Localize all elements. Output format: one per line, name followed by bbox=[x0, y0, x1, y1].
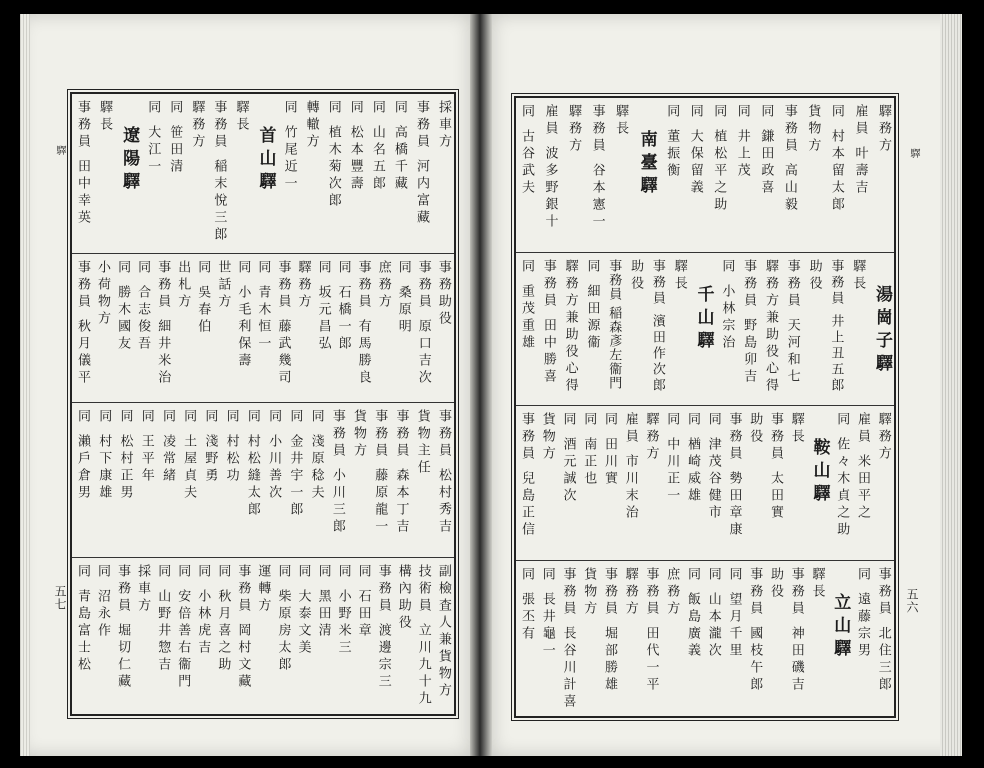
roster-entry: 事務員 渡邊宗三 bbox=[375, 564, 391, 692]
roster-entry: 驛長 bbox=[850, 259, 866, 293]
roster-entry: 事務員 堀切仁藏 bbox=[115, 564, 131, 692]
roster-entry: 出札方 bbox=[175, 260, 191, 311]
roster-entry: 同 青島富士松 bbox=[75, 564, 90, 675]
roster-entry: 同 大泰文美 bbox=[295, 564, 311, 658]
roster-entry: 同 小野米三 bbox=[335, 564, 351, 658]
roster-entry: 貨物方 bbox=[539, 412, 555, 463]
roster-entry: 同 黑田清 bbox=[315, 564, 331, 641]
right-band-4 bbox=[516, 560, 894, 717]
roster-entry: 事務員 兒島正信 bbox=[519, 412, 534, 540]
roster-entry: 驛務方 bbox=[566, 104, 582, 155]
roster-entry: 同 村松縫太郎 bbox=[244, 409, 260, 520]
roster-entry: 同 凌常緒 bbox=[159, 409, 175, 486]
roster-entry: 事務員 田代一平 bbox=[643, 567, 659, 695]
roster-entry: 驛長 bbox=[671, 259, 687, 293]
roster-entry: 事務員 森本丁吉 bbox=[393, 409, 409, 537]
roster-entry: 驛務方 bbox=[875, 104, 891, 155]
roster-entry: 事務員 野島卯吉 bbox=[741, 259, 757, 387]
roster-entry: 同 松村正男 bbox=[117, 409, 133, 503]
roster-entry: 同 細田源衞 bbox=[584, 259, 600, 353]
roster-entry: 驛務方 bbox=[295, 260, 311, 311]
roster-entry: 同 植木菊次郎 bbox=[325, 100, 341, 211]
roster-entry: 轉轍方 bbox=[303, 100, 319, 151]
roster-entry: 同 秋月喜之助 bbox=[215, 564, 231, 675]
roster-entry: 事務員 河内富藏 bbox=[413, 100, 429, 228]
station-heading: 遼陽驛 bbox=[119, 126, 140, 195]
roster-entry: 驛長 bbox=[809, 567, 825, 601]
roster-entry: 驛務方 bbox=[643, 412, 659, 463]
roster-entry: 助役 bbox=[806, 259, 822, 293]
right-band-1 bbox=[516, 98, 894, 251]
roster-entry: 同 重茂重雄 bbox=[519, 259, 534, 353]
roster-entry: 貨物主任 bbox=[414, 409, 430, 477]
roster-entry: 驛務方 bbox=[875, 412, 891, 463]
roster-entry: 同 安倍善右衞門 bbox=[175, 564, 191, 692]
roster-entry: 構內助役 bbox=[395, 564, 411, 632]
roster-entry: 同 酒元誠次 bbox=[560, 412, 576, 506]
roster-entry: 同 張丕有 bbox=[519, 567, 534, 644]
roster-entry: 事務員 長谷川計喜 bbox=[560, 567, 576, 712]
roster-entry: 同 望月千里 bbox=[726, 567, 742, 661]
binding-gutter-right bbox=[480, 14, 492, 756]
roster-entry: 事務員 原口吉次 bbox=[415, 260, 431, 388]
roster-entry: 庶務方 bbox=[664, 567, 680, 618]
roster-entry: 同 村松功 bbox=[223, 409, 239, 486]
left-band-3 bbox=[72, 402, 454, 557]
station-heading: 鞍山驛 bbox=[809, 438, 830, 507]
roster-entry: 同 柴原房太郎 bbox=[275, 564, 291, 675]
roster-entry: 同 松本豐壽 bbox=[347, 100, 363, 194]
roster-entry: 同 小林宗治 bbox=[719, 259, 735, 353]
roster-entry: 同 井上茂 bbox=[734, 104, 750, 181]
left-band-1 bbox=[72, 94, 454, 252]
right-band-3 bbox=[516, 405, 894, 560]
roster-entry: 事務員 田中幸英 bbox=[75, 100, 90, 228]
roster-entry: 同 古谷武夫 bbox=[519, 104, 534, 198]
roster-entry: 助役 bbox=[747, 412, 763, 446]
left-band-2 bbox=[72, 253, 454, 402]
roster-entry: 同 勝木國友 bbox=[115, 260, 131, 354]
roster-entry: 驛務方兼助役心得 bbox=[762, 259, 778, 395]
roster-entry: 同 瀨戶倉男 bbox=[75, 409, 90, 503]
roster-entry: 事務員 堀部勝雄 bbox=[602, 567, 617, 695]
roster-entry: 同 石田章 bbox=[355, 564, 371, 641]
roster-entry: 同 南正也 bbox=[581, 412, 597, 489]
roster-entry: 同 佐々木貞之助 bbox=[834, 412, 850, 540]
roster-entry: 同 小川善次 bbox=[266, 409, 282, 503]
binding-gutter-left bbox=[470, 14, 480, 756]
roster-entry: 助役 bbox=[768, 567, 783, 601]
roster-entry: 同 沼永作 bbox=[95, 564, 111, 641]
roster-entry: 採車方 bbox=[436, 100, 451, 151]
roster-entry: 驛長 bbox=[613, 104, 629, 138]
roster-entry: 驛務方 bbox=[622, 567, 638, 618]
roster-entry: 同 董振衡 bbox=[664, 104, 680, 181]
roster-entry: 同 王平年 bbox=[138, 409, 154, 486]
roster-entry: 同 坂元昌弘 bbox=[315, 260, 331, 354]
roster-entry: 同 高橋千藏 bbox=[391, 100, 407, 194]
roster-entry: 事務員 藤武幾司 bbox=[275, 260, 291, 388]
station-heading: 首山驛 bbox=[255, 126, 276, 195]
roster-entry: 同 桑原明 bbox=[395, 260, 411, 337]
roster-entry: 同 小林虎吉 bbox=[195, 564, 211, 658]
roster-entry: 同 鎌田政喜 bbox=[758, 104, 774, 198]
roster-entry: 同 村本留太郎 bbox=[828, 104, 844, 215]
roster-entry: 同 長井龜一 bbox=[539, 567, 555, 661]
roster-entry: 事務員 國枝午郎 bbox=[747, 567, 763, 695]
page-number-left: 五七 bbox=[53, 585, 67, 611]
roster-entry: 事務員 井上丑五郎 bbox=[828, 259, 844, 395]
roster-entry: 同 青木恒一 bbox=[255, 260, 271, 354]
roster-entry: 同 土屋貞夫 bbox=[181, 409, 197, 503]
roster-entry: 事務員 小川三郎 bbox=[329, 409, 345, 537]
roster-entry: 同 山本瀧次 bbox=[705, 567, 721, 661]
roster-entry: 技術員 立川九十九 bbox=[415, 564, 431, 709]
roster-entry: 驛長 bbox=[233, 100, 249, 134]
roster-entry: 同 大保留義 bbox=[687, 104, 703, 198]
roster-entry: 驛務方 bbox=[189, 100, 205, 151]
roster-entry: 貨物方 bbox=[805, 104, 821, 155]
roster-entry: 驛長 bbox=[788, 412, 804, 446]
roster-entry: 事務員 藤原龍一 bbox=[372, 409, 388, 537]
roster-entry: 同 楢崎威雄 bbox=[685, 412, 700, 506]
left-roster-frame bbox=[70, 92, 456, 716]
right-band-2 bbox=[516, 252, 894, 405]
roster-entry: 事務員 秋月儀平 bbox=[75, 260, 90, 388]
left-band-4 bbox=[72, 557, 454, 715]
roster-entry: 事務員 谷本憲一 bbox=[589, 104, 605, 232]
station-heading: 千山驛 bbox=[693, 285, 714, 354]
roster-entry: 事務員 細井米治 bbox=[155, 260, 171, 388]
station-heading: 南臺驛 bbox=[636, 130, 657, 199]
roster-entry: 同 小毛利保壽 bbox=[235, 260, 251, 371]
running-head-right: 驛 bbox=[908, 148, 919, 158]
roster-entry: 事務員 稲末悅三郎 bbox=[211, 100, 227, 245]
roster-entry: 採車方 bbox=[135, 564, 151, 615]
roster-entry: 事務員 岡村文藏 bbox=[235, 564, 251, 692]
roster-entry: 驛長 bbox=[97, 100, 113, 134]
page-number-right: 五六 bbox=[905, 588, 919, 614]
roster-entry: 同 津茂谷健市 bbox=[705, 412, 721, 523]
roster-entry: 同 合志俊吾 bbox=[135, 260, 151, 354]
roster-entry: 驛務方兼助役心得 bbox=[562, 259, 578, 395]
left-page-edge bbox=[20, 14, 30, 756]
roster-entry: 副檢査人兼貨物方 bbox=[435, 564, 451, 700]
roster-entry: 雇員 米田平之 bbox=[855, 412, 870, 523]
roster-entry: 事務員 濱田作次郎 bbox=[649, 259, 665, 395]
roster-entry: 同 植松平之助 bbox=[711, 104, 727, 215]
roster-entry: 小荷物方 bbox=[95, 260, 111, 328]
roster-entry: 同 竹尾近一 bbox=[281, 100, 297, 194]
roster-entry: 同 大江一 bbox=[145, 100, 161, 177]
roster-entry: 事務員 有馬勝良 bbox=[355, 260, 371, 388]
roster-entry: 世話方 bbox=[215, 260, 231, 311]
roster-entry: 雇員 波多野銀十 bbox=[542, 104, 558, 232]
roster-entry: 同 山野井惣吉 bbox=[155, 564, 171, 675]
station-heading: 湯崗子驛 bbox=[872, 285, 892, 377]
roster-entry: 同 石橋一郎 bbox=[335, 260, 351, 354]
roster-entry: 雇員 叶壽吉 bbox=[852, 104, 868, 198]
roster-entry: 事務員 高山毅 bbox=[781, 104, 797, 215]
roster-entry: 同 笹田清 bbox=[167, 100, 183, 177]
roster-entry: 貨物方 bbox=[581, 567, 597, 618]
roster-entry: 雇員 市川末治 bbox=[622, 412, 638, 523]
roster-entry: 事務員 稲森彥左衞門 bbox=[606, 259, 622, 391]
roster-entry: 同 淺原稔夫 bbox=[308, 409, 324, 503]
roster-entry: 同 田川實 bbox=[602, 412, 617, 489]
roster-entry: 事務員 勢田章康 bbox=[726, 412, 742, 540]
roster-entry: 事務員 田中勝喜 bbox=[540, 259, 556, 387]
roster-entry: 同 淺野勇 bbox=[202, 409, 218, 486]
roster-entry: 運轉方 bbox=[255, 564, 271, 615]
roster-entry: 同 金井宇一郎 bbox=[287, 409, 303, 520]
right-page-edge bbox=[940, 14, 962, 756]
roster-entry: 同 村下康雄 bbox=[96, 409, 112, 503]
running-head-left: 驛 bbox=[54, 145, 65, 155]
roster-entry: 事務員 松村秀吉 bbox=[435, 409, 451, 537]
roster-entry: 庶務方 bbox=[375, 260, 391, 311]
roster-entry: 助役 bbox=[628, 259, 644, 293]
roster-entry: 同 中川正一 bbox=[664, 412, 680, 506]
roster-entry: 同 山名五郎 bbox=[369, 100, 385, 194]
roster-entry: 事務員 神田磯吉 bbox=[788, 567, 804, 695]
roster-entry: 同 遠藤宗男 bbox=[855, 567, 870, 661]
roster-entry: 同 飯島廣義 bbox=[685, 567, 700, 661]
roster-entry: 事務員 天河和七 bbox=[784, 259, 800, 387]
roster-entry: 事務助役 bbox=[435, 260, 451, 328]
roster-entry: 事務員 北住三郎 bbox=[875, 567, 891, 695]
roster-entry: 事務員 太田實 bbox=[768, 412, 783, 523]
roster-entry: 貨物方 bbox=[351, 409, 367, 460]
station-heading: 立山驛 bbox=[830, 593, 851, 662]
roster-entry: 同 吳春伯 bbox=[195, 260, 211, 337]
right-roster-frame bbox=[514, 96, 896, 718]
